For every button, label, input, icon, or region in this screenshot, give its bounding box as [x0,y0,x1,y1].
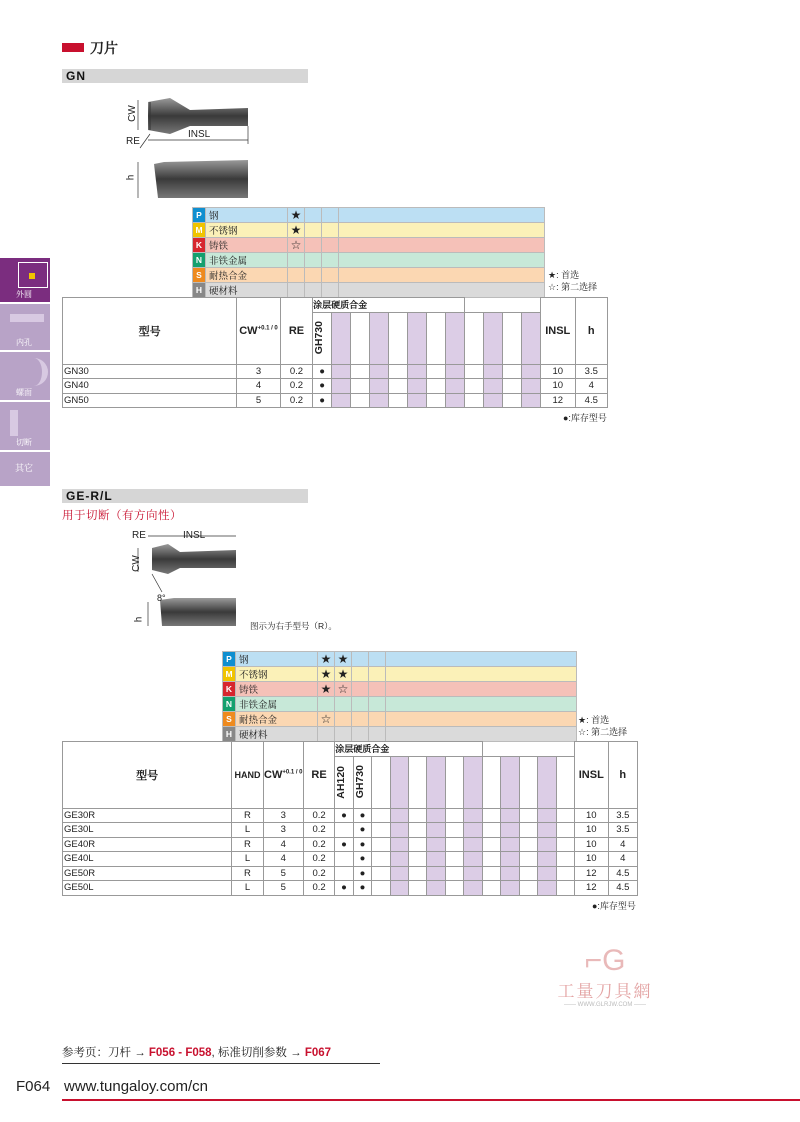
re-cell: 0.2 [303,808,334,823]
ref-link-cutting[interactable]: F067 [304,1047,332,1059]
bottom-rule [62,1099,800,1101]
material-name: 不锈钢 [236,667,318,682]
hand-cell: L [232,823,263,838]
table-row [63,823,638,838]
insl-cell: 12 [574,866,608,881]
cw-cell: 3 [237,364,281,379]
material-code: S [223,712,236,727]
material-name: 非铁金属 [206,253,288,268]
table-row [63,866,638,881]
grade-stock-cell: ● [335,808,353,823]
table-row [63,379,608,394]
gn-re-header: RE [280,298,312,365]
material-row-p [223,652,577,667]
material-name: 钢 [206,208,288,223]
gn-coated-header: 涂层硬质合金 [313,298,465,313]
material-name: 非铁金属 [236,697,318,712]
grade-stock-cell: ● [353,866,371,881]
site-url[interactable]: www.tungaloy.com/cn [64,1078,208,1095]
re-cell: 0.2 [280,393,312,408]
model-cell: GE50L [63,881,232,896]
side-tab-face[interactable] [0,352,50,400]
face-icon [14,358,48,386]
ge-grade-ah120: AH120 [335,765,348,799]
re-cell: 0.2 [303,823,334,838]
legend-first-choice: ★: 首选 [548,270,580,280]
grade-rating [288,268,305,283]
material-row-h [193,283,545,298]
gn-h-header: h [575,298,607,365]
grade-rating: ★ [318,667,335,682]
re-cell: 0.2 [303,837,334,852]
h-cell: 3.5 [575,364,607,379]
grade-rating: ★ [288,208,305,223]
grade-stock-cell: ● [335,881,353,896]
model-cell: GN30 [63,364,237,379]
ge-h-header: h [608,742,637,809]
material-row-n [193,253,545,268]
hand-cell: R [232,808,263,823]
footer-divider [62,1063,380,1064]
h-cell: 4 [575,379,607,394]
material-name: 铸铁 [206,238,288,253]
material-code: S [193,268,206,283]
material-row-k [193,238,545,253]
grade-stock-cell: ● [353,808,371,823]
material-code: N [193,253,206,268]
side-tab-label: 外圆 [16,290,32,299]
material-name: 钢 [236,652,318,667]
gn-material-table [192,207,545,298]
title-marker [62,43,84,52]
side-tab-label: 其它 [14,463,33,473]
table-row [63,364,608,379]
material-row-m [193,223,545,238]
grade-rating: ★ [318,652,335,667]
grade-stock-cell: ● [335,837,353,852]
grade-stock-cell: ● [313,379,332,394]
grade-rating: ★ [335,667,352,682]
grade-stock-cell [335,852,353,867]
material-name: 硬材料 [236,727,318,742]
grade-rating [318,727,335,742]
re-cell: 0.2 [303,866,334,881]
material-code: N [223,697,236,712]
h-cell: 4 [608,837,637,852]
ge-stock-legend: ●:库存型号 [592,901,636,911]
cw-cell: 5 [263,881,303,896]
gn-section-header: GN [62,69,308,83]
insl-cell: 10 [574,852,608,867]
material-name: 耐热合金 [236,712,318,727]
ge-subtitle: 用于切断（有方向性） [62,510,182,522]
ge-model-header: 型号 [63,742,232,809]
hand-cell: R [232,837,263,852]
grade-rating [335,712,352,727]
gn-h-label: h [125,174,137,181]
model-cell: GE40R [63,837,232,852]
grade-rating: ★ [288,223,305,238]
ge-hand-header: HAND [232,742,263,809]
side-tab-label: 螺面 [16,388,32,397]
ge-insl-label: INSL [183,530,206,541]
re-cell: 0.2 [303,881,334,896]
ge-insl-header: INSL [574,742,608,809]
ge-coated-header: 涂层硬质合金 [335,742,483,757]
material-row-k [223,682,577,697]
grade-stock-cell [335,823,353,838]
grade-stock-cell: ● [353,881,371,896]
side-tab-outer[interactable] [0,258,50,302]
outer-turning-icon [18,262,48,288]
ge-re-label: RE [132,530,146,541]
cw-cell: 5 [263,866,303,881]
insl-cell: 12 [574,881,608,896]
hand-cell: L [232,852,263,867]
legend-second-choice: ☆: 第二选择 [578,727,628,737]
material-code: M [193,223,206,238]
h-cell: 4 [608,852,637,867]
ge-angle-label: 8° [157,593,166,603]
side-tab-label: 内孔 [16,338,32,347]
table-row [63,393,608,408]
material-code: P [223,652,236,667]
material-row-n [223,697,577,712]
insl-cell: 10 [574,837,608,852]
grade-stock-cell: ● [353,837,371,852]
cw-cell: 3 [263,823,303,838]
page-number: F064 [16,1078,51,1095]
boring-icon [10,314,44,322]
grade-rating: ★ [335,652,352,667]
h-cell: 4.5 [608,881,637,896]
reference-line: 参考页：刀杆 → F056 - F058, 标准切削参数 → F067 [62,1047,332,1059]
ge-grade-gh730: GH730 [353,765,366,799]
material-row-h [223,727,577,742]
gn-cw-label: CW [126,105,138,122]
h-cell: 4.5 [575,393,607,408]
re-cell: 0.2 [280,364,312,379]
grade-rating [335,697,352,712]
material-row-s [223,712,577,727]
grade-stock-cell: ● [353,823,371,838]
ge-re-header: RE [303,742,334,809]
model-cell: GN40 [63,379,237,394]
gn-spec-table [62,297,608,408]
grade-rating [335,727,352,742]
ge-cw-header: $CW^{+0.1 / 0}$ [263,742,303,809]
grade-stock-cell: ● [313,393,332,408]
material-code: H [193,283,206,298]
insl-cell: 10 [574,823,608,838]
cw-cell: 4 [263,852,303,867]
ge-insert-diagram [128,528,248,638]
gn-stock-legend: ●:库存型号 [563,413,607,423]
grade-stock-cell: ● [313,364,332,379]
grade-stock-cell [335,866,353,881]
material-code: K [223,682,236,697]
material-row-s [193,268,545,283]
table-row [63,852,638,867]
material-row-m [223,667,577,682]
cw-cell: 4 [263,837,303,852]
model-cell: GE30L [63,823,232,838]
insl-cell: 10 [574,808,608,823]
model-cell: GE30R [63,808,232,823]
legend-second-choice: ☆: 第二选择 [548,282,598,292]
table-row [63,837,638,852]
model-cell: GE40L [63,852,232,867]
cw-cell: 4 [237,379,281,394]
page-title: 刀片 [90,40,118,56]
h-cell: 3.5 [608,808,637,823]
material-name: 不锈钢 [206,223,288,238]
re-cell: 0.2 [303,852,334,867]
grade-rating: ☆ [318,712,335,727]
grade-rating [318,697,335,712]
model-cell: GN50 [63,393,237,408]
material-name: 硬材料 [206,283,288,298]
ge-section-header: GE-R/L [62,489,308,503]
material-code: P [193,208,206,223]
gn-insert-diagram [120,90,260,205]
side-tab-inner[interactable] [0,304,50,350]
re-cell: 0.2 [280,379,312,394]
grade-rating: ★ [318,682,335,697]
material-name: 铸铁 [236,682,318,697]
insl-cell: 10 [540,379,575,394]
table-row [63,808,638,823]
hand-cell: L [232,881,263,896]
side-tab-parting[interactable] [0,402,50,450]
grade-rating: ☆ [335,682,352,697]
ge-legend [578,714,627,738]
cw-cell: 5 [237,393,281,408]
gn-re-label: RE [126,136,140,147]
parting-icon [10,410,18,436]
insl-cell: 10 [540,364,575,379]
ge-material-table [222,651,577,742]
ge-note: 图示为右手型号（R）。 [250,621,337,631]
table-row [63,881,638,896]
gn-grade-gh730: GH730 [313,321,326,355]
ref-link-holder[interactable]: F056 - F058 [148,1047,212,1059]
h-cell: 3.5 [608,823,637,838]
model-cell: GE50R [63,866,232,881]
gn-insl-header: INSL [540,298,575,365]
insl-cell: 12 [540,393,575,408]
material-row-p [193,208,545,223]
material-name: 耐热合金 [206,268,288,283]
gn-insl-label: INSL [188,129,211,140]
watermark: ⌐G 工量刀具網 —— WWW.GLRJW.COM —— [540,945,670,1008]
gn-cw-header: $CW^{+0.1 / 0}$ [237,298,281,365]
legend-first-choice: ★: 首选 [578,715,610,725]
material-code: H [223,727,236,742]
watermark-logo: ⌐G [584,944,626,977]
material-code: K [193,238,206,253]
grade-stock-cell: ● [353,852,371,867]
h-cell: 4.5 [608,866,637,881]
grade-rating [288,253,305,268]
gn-model-header: 型号 [63,298,237,365]
ge-cw-label: CW [130,555,142,572]
hand-cell: R [232,866,263,881]
ge-spec-table [62,741,638,896]
grade-rating [288,283,305,298]
material-code: M [223,667,236,682]
cw-cell: 3 [263,808,303,823]
side-tab-other[interactable] [0,452,50,486]
grade-rating: ☆ [288,238,305,253]
ge-h-label: h [133,616,145,623]
gn-legend [548,269,597,293]
side-tab-label: 切断 [16,438,32,447]
